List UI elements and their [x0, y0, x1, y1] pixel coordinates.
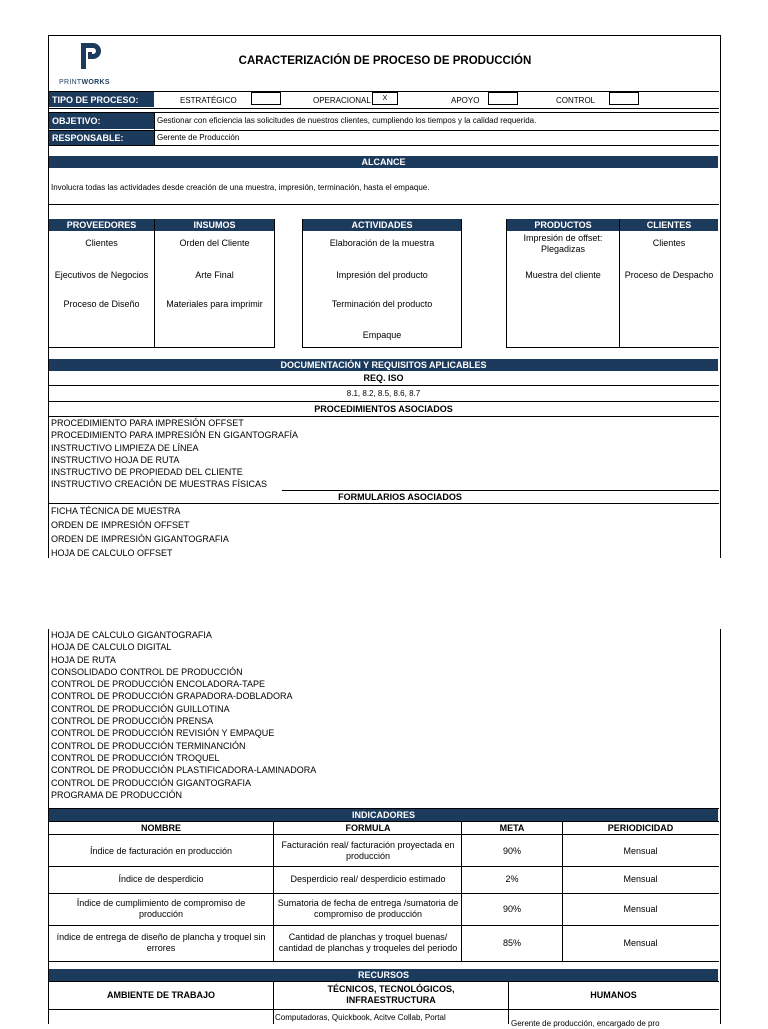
tipo-proceso-label: TIPO DE PROCESO:	[49, 92, 154, 107]
proveedores-header: PROVEEDORES	[49, 219, 154, 231]
table-row-periodicidad: Mensual	[623, 874, 658, 884]
list-item: INSTRUCTIVO CREACIÓN DE MUESTRAS FÍSICAS	[51, 479, 268, 490]
insumo-item: Orden del Cliente	[179, 237, 250, 248]
table-row-periodicidad: Mensual	[623, 845, 658, 856]
productos-header: PRODUCTOS	[507, 219, 619, 231]
formularios-list-p2	[51, 629, 316, 801]
table-row-meta: 90%	[502, 845, 521, 856]
table-row-meta: 2%	[505, 874, 519, 884]
list-item: CONTROL DE PRODUCCIÓN GIGANTOGRAFIA	[51, 777, 252, 788]
table-row-meta: 90%	[502, 903, 521, 914]
list-item: PROGRAMA DE PRODUCCIÓN	[51, 789, 183, 800]
responsable-text: Gerente de Producción	[157, 133, 240, 142]
table-row-formula: Sumatoria de fecha de entrega /sumatoria de compromiso de producción	[277, 898, 459, 919]
procedimientos-title: PROCEDIMIENTOS ASOCIADOS	[314, 404, 453, 414]
list-item: HOJA DE RUTA	[51, 654, 116, 665]
actividad-item: Terminación del producto	[331, 298, 433, 309]
proveedor-item: Ejecutivos de Negocios	[54, 269, 149, 280]
control-checkbox[interactable]	[609, 92, 639, 105]
list-item: CONTROL DE PRODUCCIÓN GRAPADORA-DOBLADORA	[51, 691, 293, 702]
list-item: HOJA DE CALCULO OFFSET	[51, 548, 173, 558]
list-item: INSTRUCTIVO DE PROPIEDAD DEL CLIENTE	[51, 467, 243, 478]
objetivo-label: OBJETIVO:	[49, 113, 154, 129]
list-item: PROCEDIMIENTO PARA IMPRESIÓN EN GIGANTOGRAFÍA	[51, 430, 299, 441]
list-item: FICHA TÉCNICA DE MUESTRA	[51, 506, 181, 516]
indicadores-header: INDICADORES	[49, 809, 718, 821]
list-item: PROCEDIMIENTO PARA IMPRESIÓN OFFSET	[51, 418, 244, 428]
documentacion-header: DOCUMENTACIÓN Y REQUISITOS APLICABLES	[49, 359, 718, 371]
list-item: CONTROL DE PRODUCCIÓN PRENSA	[51, 716, 214, 727]
tecnicos-value: Computadoras, Quickbook, Acitve Collab, Portal	[275, 1013, 446, 1022]
table-row-nombre: Índice de facturación en producción	[89, 845, 233, 856]
apoyo-checkbox[interactable]	[488, 92, 518, 105]
table-row-meta: 85%	[502, 937, 521, 948]
formularios-title: FORMULARIOS ASOCIADOS	[338, 492, 462, 502]
actividad-item: Empaque	[362, 329, 402, 340]
req-iso-value: 8.1, 8.2, 8.5, 8.6, 8.7	[346, 389, 421, 398]
logo-text: PRINTWORKS	[59, 79, 110, 86]
col-header-meta: META	[499, 822, 525, 833]
document-title: CARACTERIZACIÓN DE PROCESO DE PRODUCCIÓN	[238, 55, 532, 67]
proveedor-item: Proceso de Diseño	[63, 298, 140, 309]
req-iso-title: REQ. ISO	[363, 373, 404, 383]
list-item: ORDEN DE IMPRESIÓN OFFSET	[51, 520, 190, 530]
insumo-item: Arte Final	[195, 269, 234, 280]
estrategico-label: ESTRATÉGICO	[180, 96, 237, 105]
formularios-list-p1	[51, 504, 229, 560]
humanos-header: HUMANOS	[590, 989, 637, 1000]
actividad-item: Elaboración de la muestra	[329, 237, 435, 248]
list-item: CONSOLIDADO CONTROL DE PRODUCCIÓN	[51, 666, 243, 677]
list-item: INSTRUCTIVO HOJA DE RUTA	[51, 454, 180, 465]
operacional-label: OPERACIONAL	[313, 96, 371, 105]
operacional-checkbox[interactable]: X	[372, 92, 398, 105]
table-row-formula: Desperdicio real/ desperdicio estimado	[290, 874, 446, 884]
clientes-header: CLIENTES	[620, 219, 718, 231]
list-item: HOJA DE CALCULO DIGITAL	[51, 642, 172, 653]
table-row-nombre: índice de entrega de diseño de plancha y troquel sin errores	[56, 932, 266, 953]
alcance-header: ALCANCE	[49, 156, 718, 168]
list-item: HOJA DE CALCULO GIGANTOGRAFIA	[51, 630, 212, 640]
ambiente-trabajo-header: AMBIENTE DE TRABAJO	[106, 989, 215, 1000]
cliente-item: Proceso de Despacho	[624, 269, 714, 280]
table-row-formula: Facturación real/ facturación proyectada en producción	[281, 840, 455, 861]
list-item: CONTROL DE PRODUCCIÓN TROQUEL	[51, 752, 220, 763]
table-row-formula: Cantidad de planchas y troquel buenas/ cantidad de planchas y troqueles del periodo	[278, 932, 458, 953]
objetivo-text: Gestionar con eficiencia las solicitudes de nuestros clientes, cumpliendo los tiempos y la calidad requerida.	[157, 116, 537, 125]
list-item: ORDEN DE IMPRESIÓN GIGANTOGRAFIA	[51, 534, 229, 544]
list-item: CONTROL DE PRODUCCIÓN REVISIÓN Y EMPAQUE	[51, 728, 275, 739]
printworks-logo-icon	[77, 40, 103, 72]
list-item: INSTRUCTIVO LIMPIEZA DE LÍNEA	[51, 442, 199, 453]
actividad-item: Impresión del producto	[336, 269, 428, 280]
proveedor-item: Clientes	[85, 237, 118, 248]
table-row-nombre: Índice de cumplimiento de compromiso de producción	[76, 898, 246, 919]
producto-item: Impresión de offset: Plegadizas	[523, 233, 603, 254]
table-row-periodicidad: Mensual	[623, 937, 658, 948]
producto-item: Muestra del cliente	[525, 269, 601, 280]
col-header-nombre: NOMBRE	[141, 822, 181, 833]
list-item: CONTROL DE PRODUCCIÓN PLASTIFICADORA-LAMINADORA	[51, 765, 317, 776]
col-header-formula: FORMULA	[345, 822, 391, 833]
table-row-nombre: Índice de desperdicio	[118, 874, 204, 884]
table-row-periodicidad: Mensual	[623, 903, 658, 914]
cliente-item: Clientes	[652, 237, 686, 248]
humanos-value: Gerente de producción, encargado de pro	[511, 1019, 660, 1028]
alcance-text: Involucra todas las actividades desde creación de una muestra, impresión, terminación, hasta el empaque.	[51, 183, 430, 192]
insumos-header: INSUMOS	[155, 219, 274, 231]
tecnicos-header: TÉCNICOS, TECNOLÓGICOS, INFRAESTRUCTURA	[327, 984, 455, 1005]
insumo-item: Materiales para imprimir	[166, 298, 263, 309]
apoyo-label: APOYO	[451, 96, 480, 105]
estrategico-checkbox[interactable]	[251, 92, 281, 105]
list-item: CONTROL DE PRODUCCIÓN TERMINANCIÓN	[51, 740, 246, 751]
list-item: CONTROL DE PRODUCCIÓN GUILLOTINA	[51, 703, 230, 714]
procedimientos-list	[51, 417, 298, 491]
col-header-periodicidad: PERIODICIDAD	[607, 822, 674, 833]
list-item: CONTROL DE PRODUCCIÓN ENCOLADORA-TAPE	[51, 679, 266, 690]
control-label: CONTROL	[556, 96, 596, 105]
actividades-header: ACTIVIDADES	[303, 219, 461, 231]
responsable-label: RESPONSABLE:	[49, 131, 154, 145]
recursos-header: RECURSOS	[49, 969, 718, 981]
